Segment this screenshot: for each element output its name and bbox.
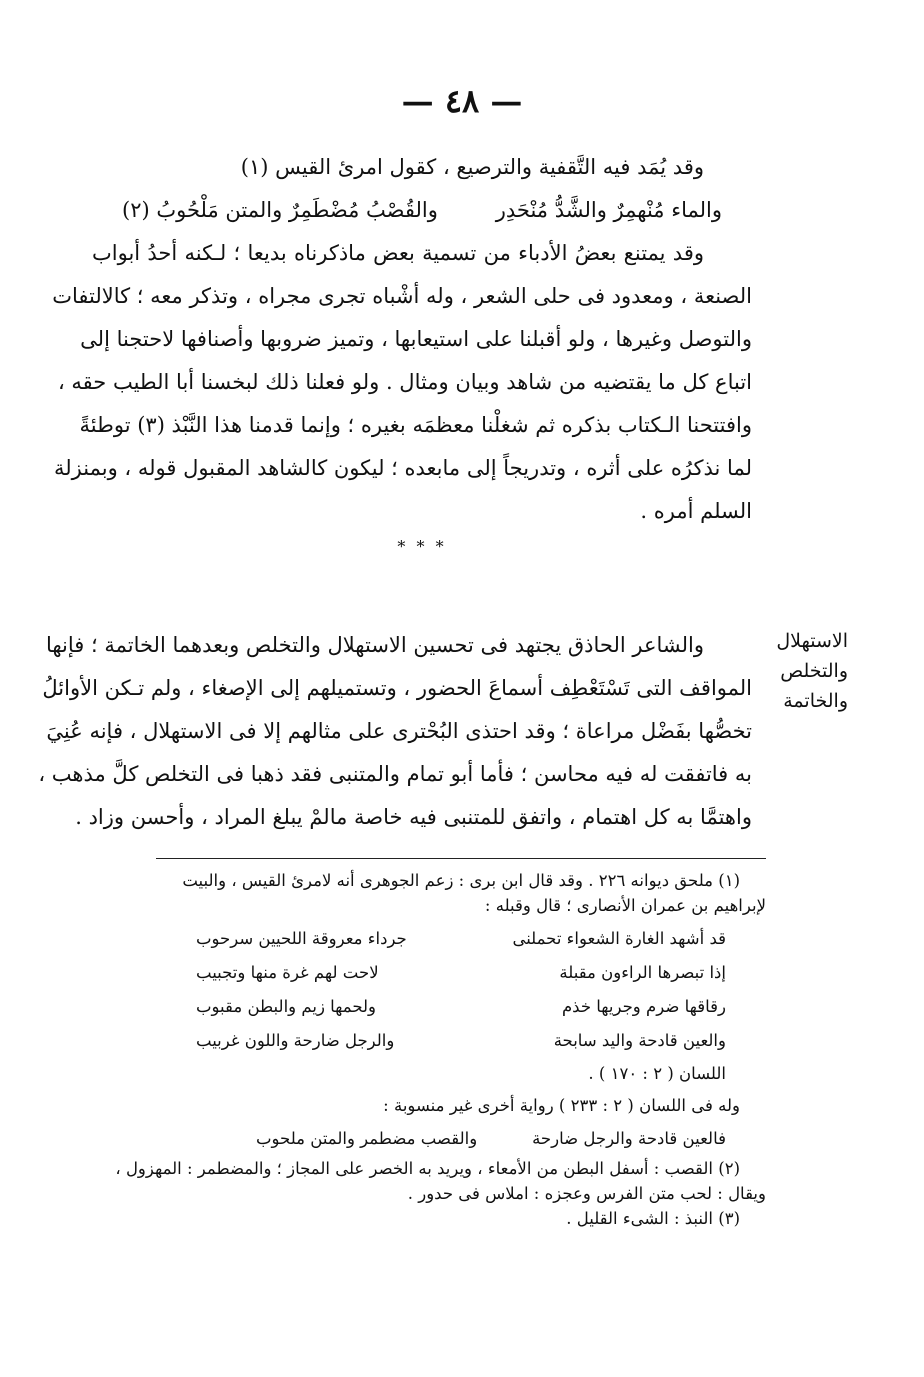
footnote-verse — [196, 990, 726, 1024]
footnote-hemistich: لاحت لهم غرة منها وتجبيب — [196, 963, 379, 982]
footnote-line: (٣) النبذ : الشىء القليل . — [566, 1209, 740, 1228]
footnote-hemistich: فالعين قادحة والرجل ضارحة — [532, 1129, 726, 1148]
footnote-hemistich: والقصب مضطمر والمتن ملحوب — [256, 1129, 478, 1148]
footnote-hemistich: جرداء معروقة اللحيين سرحوب — [196, 929, 407, 948]
paragraph-line: وقد يمتنع بعضُ الأدباء من تسمية بعض ماذكرناه بديعا ؛ لـكنه أحدُ أبواب — [92, 241, 704, 265]
paragraph-line: الصنعة ، ومعدود فى حلى الشعر ، وله أشْباه تجرى مجراه ، وتذكر معه ؛ كالالتفات — [52, 284, 752, 308]
footnote-hemistich: والعين قادحة واليد سابحة — [553, 1031, 726, 1050]
paragraph-line: به فاتفقت له فيه محاسن ؛ فأما أبو تمام والمتنبى فقد ذهبا فى التخلص كلَّ مذهب ، — [38, 762, 752, 786]
paragraph-line: وافتتحنا الـكتاب بذكره ثم شغلْنا معظمَه بغيره ؛ وإنما قدمنا هذا النَّبْذ (٣) توطئةً — [79, 413, 752, 437]
page-number: — ٤٨ — — [401, 82, 523, 120]
paragraph-line: واهتمَّا به كل اهتمام ، واتفق للمتنبى فيه خاصة مالمْ يبلغ المراد ، وأحسن وزاد . — [75, 805, 752, 829]
footnote-hemistich: إذا تبصرها الراءون مقبلة — [559, 963, 726, 982]
paragraph-line: والتوصل وغيرها ، ولو أقبلنا على استيعابها ، وتميز ضروبها وأصنافها لاحتجنا إلى — [80, 327, 752, 351]
footnote-poem — [126, 922, 766, 1058]
footnote-variant-intro: وله فى اللسان ( ٢ : ٢٣٣ ) رواية أخرى غير منسوبة : — [383, 1096, 740, 1115]
footnote-variant-verse — [256, 1122, 726, 1156]
verse-hemistich-second: والقُصْبُ مُضْطَمِرٌ والمتن مَلْحُوبُ (٢) — [122, 198, 438, 222]
paragraph-one — [52, 232, 752, 533]
footnote-verse — [196, 956, 726, 990]
poem-verse — [122, 189, 722, 232]
section-separator: * * * — [397, 537, 447, 556]
footnote-verse — [196, 1024, 726, 1058]
verse-hemistich-first: والماء مُنْهمِرٌ والشَّدُّ مُنْحَدِر — [495, 198, 722, 222]
paragraph-line: تخصُّها بفَضْل مراعاة ؛ وقد احتذى البُحْترى على مثالهم إلا فى الاستهلال ، فإنه عُنِيَ — [46, 719, 752, 743]
footnotes — [115, 868, 766, 1231]
paragraph-line: المواقف التى تَسْتَعْطِف أسماعَ الحضور ، وتستميلهم إلى الإصغاء ، ولم تـكن الأوائلُ — [42, 676, 752, 700]
paragraph-line: لما نذكرُه على أثره ، وتدريجاً إلى مابعده ؛ ليكون كالشاهد المقبول قوله ، وبمنزلة — [54, 456, 752, 480]
footnote-hemistich: قد أشهد الغارة الشعواء تحملنى — [512, 929, 726, 948]
footnote-divider — [156, 858, 766, 859]
footnote-verse — [196, 922, 726, 956]
margin-heading-line: الاستهلال — [776, 630, 848, 652]
footnote-line: لإبراهيم بن عمران الأنصارى ؛ قال وقبله : — [484, 896, 766, 915]
footnote-line: ويقال : لحب متن الفرس وعجزه : املاس فى حدور . — [407, 1184, 766, 1203]
paragraph-two — [38, 624, 752, 839]
footnote-line: (٢) القصب : أسفل البطن من الأمعاء ، ويريد به الخصر على المجاز ؛ والمضطمر : المهزول ، — [115, 1159, 740, 1178]
footnote-hemistich: ولحمها زيم والبطن مقبوب — [196, 997, 376, 1016]
main-text-upper — [52, 146, 752, 561]
margin-heading-line: والخاتمة — [783, 690, 848, 712]
paragraph-line: اتباع كل ما يقتضيه من شاهد وبيان ومثال . ولو فعلنا ذلك لبخسنا أبا الطيب حقه ، — [57, 370, 752, 394]
footnote-line: (١) ملحق ديوانه ٢٢٦ . وقد قال ابن برى : زعم الجوهرى أنه لامرئ القيس ، والبيت — [182, 871, 740, 890]
paragraph-line: والشاعر الحاذق يجتهد فى تحسين الاستهلال والتخلص وبعدهما الخاتمة ؛ فإنها — [45, 633, 704, 657]
paragraph-line: السلم أمره . — [640, 499, 752, 523]
footnote-source: اللسان ( ٢ : ١٧٠ ) . — [588, 1064, 726, 1083]
margin-heading-line: والتخلص — [780, 660, 848, 682]
margin-heading — [758, 626, 848, 716]
intro-line: وقد يُمَد فيه التَّقفية والترصيع ، كقول امرئ القيس (١) — [240, 155, 704, 179]
footnote-hemistich: رقاقها ضرم وجريها خذم — [561, 997, 726, 1016]
footnote-hemistich: والرجل ضارحة واللون غربيب — [196, 1031, 395, 1050]
